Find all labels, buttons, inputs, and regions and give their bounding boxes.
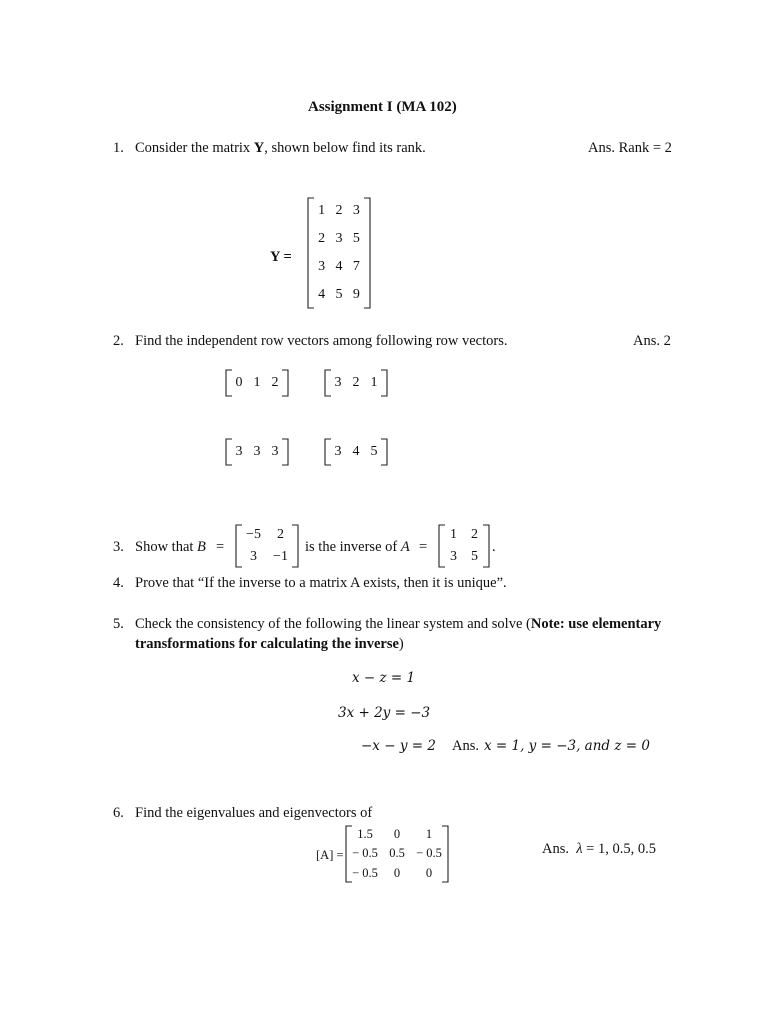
matrix-cell: −1 [273,549,288,564]
matrix-cell: − 0.5 [352,865,378,880]
matrix-b-label: B [197,539,206,555]
matrix-cell: 3 [235,444,243,459]
row-vector [225,438,289,466]
period: . [492,539,496,555]
matrix-cell: 1.5 [357,827,373,841]
question-text-cont: is the inverse of A [305,539,410,555]
lambda-symbol: λ [576,841,583,857]
matrix-cell: 5 [370,444,378,459]
question-number: 5. [113,616,124,632]
matrix-y [307,197,371,309]
question-text: Find the independent row vectors among following row vectors. [135,333,508,349]
matrix-cell: 3 [271,444,279,459]
question-text: Consider the matrix [135,140,254,156]
question-number: 3. [113,539,124,555]
matrix-cell: 1 [253,375,261,390]
matrix-cell: 0 [235,375,243,390]
matrix-cell: 4 [352,444,360,459]
matrix-cell: 2 [471,527,478,542]
matrix-cell: −5 [246,527,261,542]
matrix-a [438,524,490,568]
matrix-cell: − 0.5 [416,846,442,861]
answer-6: Ans. λ = 1, 0.5, 0.5 [542,841,656,857]
matrix-cell: 1 [318,203,326,218]
matrix-cell: 0.5 [389,846,405,861]
question-1 [113,140,426,157]
matrix-cell: 2 [352,375,360,390]
matrix-cell: 3 [318,259,326,274]
matrix-cell: 0 [393,827,401,841]
equals-sign: = [419,539,428,555]
page-title: Assignment I (MA 102) [308,99,457,115]
question-text: Check the consistency of the following the linear system and solve ( [135,616,531,632]
matrix-cell: 1 [450,527,457,542]
matrix-cell: 9 [352,287,360,302]
question-5-cont: transformations for calculating the inverse) [135,636,404,652]
equation-2: 3x + 2y = −3 [338,705,431,721]
matrix-cell: 0 [425,865,433,880]
question-number: 2. [113,333,124,349]
question-text: Find the eigenvalues and eigenvectors of [135,805,373,821]
row-vector [225,369,289,397]
matrix-cell: 3 [335,231,343,246]
question-text-cont: , shown below find its rank. [264,140,426,156]
matrix-cell: 3 [450,549,457,564]
matrix-cell: 2 [335,203,343,218]
matrix-cell: 2 [271,375,279,390]
matrix-a6 [345,825,449,883]
question-2 [113,333,508,350]
matrix-name: Y [253,140,265,156]
answer-2: Ans. 2 [633,333,671,349]
question-number: 6. [113,805,124,821]
note-text: Note: use elementary [530,616,662,632]
matrix-cell: 7 [352,259,360,274]
row-vector [324,438,388,466]
matrix-a6-label: [A] = [316,848,344,862]
answer-5: x = 1, y = −3, and z = 0 [484,738,650,754]
matrix-cell: 5 [471,549,478,564]
question-4 [113,575,507,592]
question-5 [113,616,661,633]
equals-sign: = [216,539,225,555]
matrix-y-label: Y = [270,249,292,265]
answer-5-label: Ans. [452,738,479,754]
matrix-cell: 3 [253,444,261,459]
question-text: Prove that “If the inverse to a matrix A exists, then it is unique”. [135,575,507,591]
question-number: 1. [113,140,124,156]
equation-3: −x − y = 2 [361,738,436,754]
matrix-cell: 2 [318,231,326,246]
matrix-cell: 4 [335,259,343,274]
matrix-cell: 1 [370,375,378,390]
matrix-cell: 3 [334,444,342,459]
matrix-cell: 3 [334,375,342,390]
question-text: Show that [135,539,198,555]
matrix-cell: 2 [277,527,284,542]
question-3 [113,539,206,556]
matrix-a-label: A [400,539,410,555]
equation-1: x − z = 1 [352,670,416,686]
matrix-cell: 5 [335,287,343,302]
question-6 [113,805,372,822]
matrix-cell: − 0.5 [352,846,378,861]
note-text-cont: transformations for calculating the inverse [135,636,399,652]
matrix-cell: 3 [352,203,360,218]
row-vector [324,369,388,397]
matrix-cell: 3 [250,549,257,564]
matrix-cell: 4 [318,287,326,302]
matrix-b [235,524,299,568]
matrix-cell: 0 [393,865,401,880]
matrix-cell: 1 [425,827,433,841]
matrix-cell: 5 [352,231,360,246]
answer-1: Ans. Rank = 2 [588,140,672,156]
question-number: 4. [113,575,124,591]
